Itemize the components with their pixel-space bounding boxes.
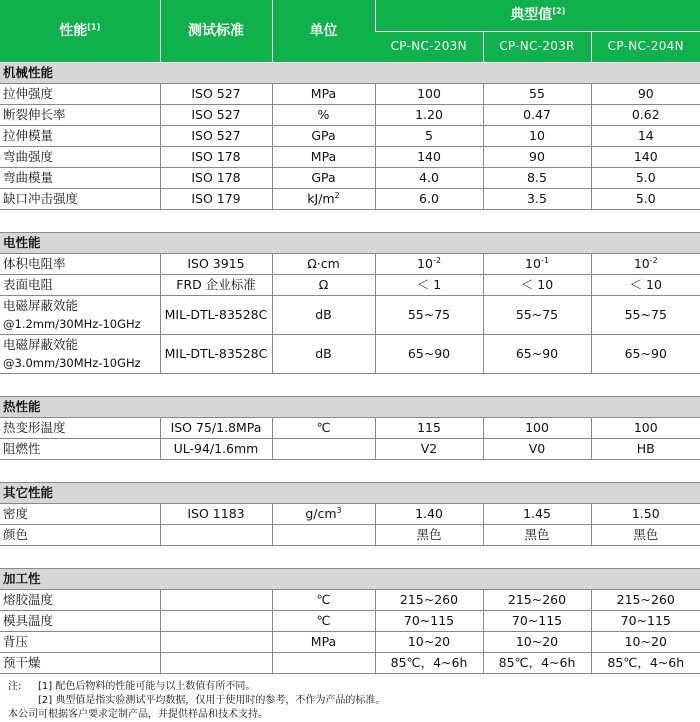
value-cell: 黑色 <box>483 525 591 546</box>
footnotes <box>0 674 700 722</box>
header-unit: 单位 <box>272 0 375 63</box>
value-cell: 5.0 <box>591 189 700 210</box>
value-cell: 5.0 <box>591 168 700 189</box>
table-row <box>0 254 700 275</box>
property-cell: 电磁屏蔽效能 @3.0mm/30MHz-10GHz <box>0 335 160 374</box>
value-cell: 100 <box>483 418 591 439</box>
header-property: 性能[1] <box>0 0 160 63</box>
standard-cell <box>160 653 272 674</box>
table-row <box>0 105 700 126</box>
unit-cell: Ω·cm <box>272 254 375 275</box>
value-cell: 3.5 <box>483 189 591 210</box>
table-row <box>0 275 700 296</box>
value-cell: 65~90 <box>483 335 591 374</box>
header-model: CP-NC-203N <box>375 32 483 63</box>
value-cell: 55 <box>483 84 591 105</box>
section-header <box>0 233 700 254</box>
section-gap <box>0 546 700 569</box>
standard-cell: UL-94/1.6mm <box>160 439 272 460</box>
unit-cell: MPa <box>272 632 375 653</box>
value-cell: 90 <box>591 84 700 105</box>
table-row <box>0 189 700 210</box>
value-cell: 55~75 <box>591 296 700 335</box>
value-cell: 10~20 <box>591 632 700 653</box>
value-cell: 5 <box>375 126 483 147</box>
value-cell: 黑色 <box>591 525 700 546</box>
section-gap <box>0 210 700 233</box>
unit-cell <box>272 525 375 546</box>
note-line: [2] 典型值是指实验测试平均数据，仅用于使用时的参考，不作为产品的标准。 <box>38 695 386 706</box>
property-cell: 弯曲强度 <box>0 147 160 168</box>
property-cell: 拉伸强度 <box>0 84 160 105</box>
value-cell: 140 <box>375 147 483 168</box>
unit-cell <box>272 653 375 674</box>
value-cell: 55~75 <box>483 296 591 335</box>
value-cell: 65~90 <box>591 335 700 374</box>
value-cell: 215~260 <box>591 590 700 611</box>
section-gap <box>0 460 700 483</box>
note-line: 本公司可根据客户要求定制产品，并提供样品和技术支持。 <box>8 709 268 720</box>
table-row <box>0 504 700 525</box>
property-cell: 缺口冲击强度 <box>0 189 160 210</box>
section-gap <box>0 374 700 397</box>
unit-cell: GPa <box>272 168 375 189</box>
value-cell: $10^{-1}$ <box>483 254 591 275</box>
value-cell: 1.20 <box>375 105 483 126</box>
value-cell: 4.0 <box>375 168 483 189</box>
note-line: [1] 配色后物料的性能可能与以上数值有所不同。 <box>38 681 256 692</box>
table-row <box>0 653 700 674</box>
property-cell: 熔胶温度 <box>0 590 160 611</box>
value-cell: 0.47 <box>483 105 591 126</box>
unit-cell: ℃ <box>272 418 375 439</box>
standard-cell: ISO 178 <box>160 147 272 168</box>
section-title: 机械性能 <box>0 63 700 84</box>
property-cell: 断裂伸长率 <box>0 105 160 126</box>
section-header <box>0 569 700 590</box>
header-model: CP-NC-203R <box>483 32 591 63</box>
standard-cell <box>160 525 272 546</box>
property-cell: 电磁屏蔽效能 @1.2mm/30MHz-10GHz <box>0 296 160 335</box>
header-typical: 典型值[2] <box>375 0 700 32</box>
section-title: 热性能 <box>0 397 700 418</box>
standard-cell: ISO 3915 <box>160 254 272 275</box>
standard-cell: ISO 527 <box>160 126 272 147</box>
section-title: 加工性 <box>0 569 700 590</box>
standard-cell: MIL-DTL-83528C <box>160 335 272 374</box>
value-cell: 70~115 <box>591 611 700 632</box>
value-cell: $10^{-2}$ <box>375 254 483 275</box>
notes-label: 注: <box>8 681 22 692</box>
value-cell: 黑色 <box>375 525 483 546</box>
property-cell: 密度 <box>0 504 160 525</box>
table-body <box>0 63 700 674</box>
standard-cell <box>160 590 272 611</box>
value-cell: ＜ 10 <box>483 275 591 296</box>
value-cell: HB <box>591 439 700 460</box>
property-cell: 表面电阻 <box>0 275 160 296</box>
section-header <box>0 63 700 84</box>
header-standard: 测试标准 <box>160 0 272 63</box>
unit-cell: $kJ/m^2$ <box>272 189 375 210</box>
property-cell: 拉伸模量 <box>0 126 160 147</box>
value-cell: 55~75 <box>375 296 483 335</box>
property-cell: 弯曲模量 <box>0 168 160 189</box>
value-cell: 70~115 <box>375 611 483 632</box>
unit-cell: $g/cm^3$ <box>272 504 375 525</box>
standard-cell: FRD 企业标准 <box>160 275 272 296</box>
unit-cell: dB <box>272 335 375 374</box>
standard-cell: ISO 179 <box>160 189 272 210</box>
unit-cell: ℃ <box>272 590 375 611</box>
table-row <box>0 525 700 546</box>
unit-cell: GPa <box>272 126 375 147</box>
value-cell: 85℃，4~6h <box>483 653 591 674</box>
value-cell: 0.62 <box>591 105 700 126</box>
unit-cell: MPa <box>272 147 375 168</box>
value-cell: 1.40 <box>375 504 483 525</box>
unit-cell: dB <box>272 296 375 335</box>
standard-cell: ISO 527 <box>160 105 272 126</box>
property-cell: 热变形温度 <box>0 418 160 439</box>
value-cell: 1.45 <box>483 504 591 525</box>
standard-cell: ISO 75/1.8MPa <box>160 418 272 439</box>
value-cell: V0 <box>483 439 591 460</box>
standard-cell: MIL-DTL-83528C <box>160 296 272 335</box>
table-row <box>0 418 700 439</box>
value-cell: $10^{-2}$ <box>591 254 700 275</box>
property-cell: 颜色 <box>0 525 160 546</box>
value-cell: 8.5 <box>483 168 591 189</box>
table-row <box>0 126 700 147</box>
table-row <box>0 439 700 460</box>
unit-cell: Ω <box>272 275 375 296</box>
value-cell: 115 <box>375 418 483 439</box>
value-cell: 140 <box>591 147 700 168</box>
table-row <box>0 168 700 189</box>
property-cell: 阻燃性 <box>0 439 160 460</box>
value-cell: 1.50 <box>591 504 700 525</box>
standard-cell <box>160 611 272 632</box>
section-header <box>0 483 700 504</box>
table-row <box>0 84 700 105</box>
table-row <box>0 632 700 653</box>
property-cell: 体积电阻率 <box>0 254 160 275</box>
section-title: 其它性能 <box>0 483 700 504</box>
value-cell: 10~20 <box>483 632 591 653</box>
table-row <box>0 611 700 632</box>
unit-cell: MPa <box>272 84 375 105</box>
value-cell: 90 <box>483 147 591 168</box>
property-cell: 模具温度 <box>0 611 160 632</box>
value-cell: 215~260 <box>375 590 483 611</box>
value-cell: 10 <box>483 126 591 147</box>
value-cell: V2 <box>375 439 483 460</box>
table-row <box>0 147 700 168</box>
table-row <box>0 335 700 374</box>
value-cell: 70~115 <box>483 611 591 632</box>
property-cell: 背压 <box>0 632 160 653</box>
unit-cell: % <box>272 105 375 126</box>
section-header <box>0 397 700 418</box>
unit-cell <box>272 439 375 460</box>
header-model: CP-NC-204N <box>591 32 700 63</box>
standard-cell: ISO 1183 <box>160 504 272 525</box>
value-cell: 215~260 <box>483 590 591 611</box>
table-row <box>0 296 700 335</box>
section-title: 电性能 <box>0 233 700 254</box>
standard-cell: ISO 527 <box>160 84 272 105</box>
table-row <box>0 590 700 611</box>
value-cell: 85℃，4~6h <box>375 653 483 674</box>
value-cell: 85℃，4~6h <box>591 653 700 674</box>
unit-cell: ℃ <box>272 611 375 632</box>
value-cell: 6.0 <box>375 189 483 210</box>
standard-cell <box>160 632 272 653</box>
standard-cell: ISO 178 <box>160 168 272 189</box>
value-cell: 100 <box>591 418 700 439</box>
value-cell: 10~20 <box>375 632 483 653</box>
value-cell: 100 <box>375 84 483 105</box>
value-cell: ＜ 1 <box>375 275 483 296</box>
value-cell: ＜ 10 <box>591 275 700 296</box>
value-cell: 65~90 <box>375 335 483 374</box>
property-cell: 预干燥 <box>0 653 160 674</box>
value-cell: 14 <box>591 126 700 147</box>
